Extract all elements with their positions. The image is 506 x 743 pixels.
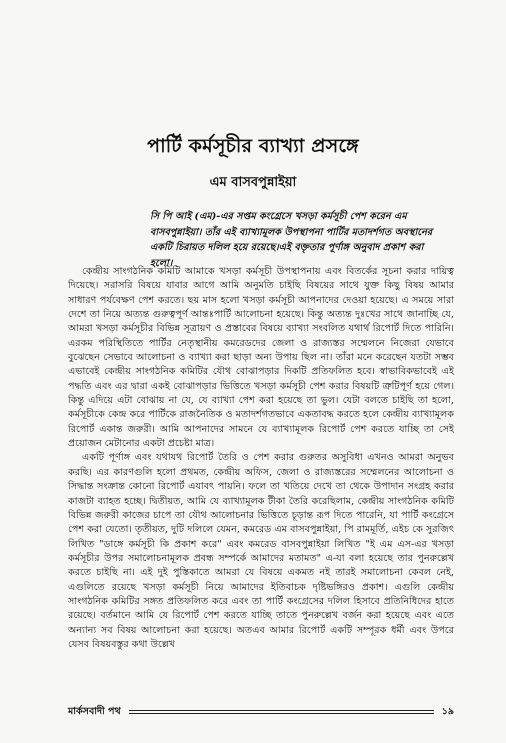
- journal-name: মার্কসবাদী পথ: [68, 705, 121, 717]
- body-paragraph: কেন্দ্রীয় সাংগঠনিক কমিটি আমাকে খসড়া কর্মসূচী উপস্থাপনায় এবং বিতর্কের সূচনা করার দায়িত্ব দিয়েছে। সরাসরি বিষয়ে যাবার আগে আমি অনুমতি চাইছি বিষয়ের সাথে যুক্ত কিছু বিষয় আমার সাধারণ পর্যবেক্ষণ পেশ করতে। ছয় মাস হলো খসড়া কর্মসূচী আপনাদের দেওয়া হয়েছে। এ সময়ে সারা দেশে তা নিয়ে অত্যন্ত গুরুত্বপূর্ণ আন্তঃপার্টি আলোচনা হয়েছে। কিন্তু অত্যন্ত দুঃখের সাথে জানাচ্ছি যে, আমরা খসড়া কর্মসূচীর বিভিন্ন সূত্রায়ণ ও প্রস্তাবের বিষয়ে ব্যাখ্যা সংবলিত যথার্থ রিপোর্ট দিতে পারিনি। এরকম পরিস্থিতিতে পার্টির নেতৃস্থানীয় কমরেডদের জেলা ও রাজ্যস্তর সম্মেলনে নিজেরা যেভাবে বুঝেছেন সেভাবে আলোচনা ও ব্যাখ্যা করা ছাড়া অন্য উপায় ছিল না। তাঁরা মনে করেছেন যতটা সম্ভব এভাবেই কেন্দ্রীয় সাংগঠনিক কমিটির যৌথ বোঝাপড়ার দিকটি প্রতিফলিত হবে। স্বাভাবিকভাবেই এই পদ্ধতি এবং এর দ্বারা একই বোঝাপড়ার ভিত্তিতে খসড়া কর্মসূচী পেশ করার বিষয়টি ত্রুটিপূর্ণ হয়ে গেল। কিন্তু এদিয়ে এটা বোঝায় না যে, যে ব্যাখ্যা পেশ করা হয়েছে তা ভুল। যেটা বলতে চাইছি তা হলো, কর্মসূচীকে কেন্দ্র করে পার্টিকে রাজনৈতিক ও মতাদর্শগতভাবে একতাবদ্ধ করতে হলে কেন্দ্রীয় ব্যাখ্যামূলক রিপোর্ট একান্ত জরুরী। আমি আপনাদের সামনে যে ব্যাখ্যামূলক রিপোর্ট পেশ করতে যাচ্ছি তা সেই প্রয়োজন মেটানোর একটা প্রচেষ্টা মাত্র।: [68, 266, 454, 450]
- article-title: পার্টি কর্মসূচীর ব্যাখ্যা প্রসঙ্গে: [147, 135, 359, 157]
- page-footer: [68, 703, 454, 721]
- article-author: এম বাসবপুন্নাইয়া: [209, 175, 297, 190]
- article-intro: সি পি আই (এম)-এর সপ্তম কংগ্রেসে খসড়া কর্মসূচী পেশ করেন এম বাসবপুন্নাইয়া। তাঁর এই ব্যাখ্যামূলক উপস্থাপনা পার্টির মতাদর্শগত অবস্থানের একটি চিরায়ত দলিল হয়ে রয়েছে।এই বক্তৃতার পূর্ণাঙ্গ অনুবাদ প্রকাশ করা হলো।: [150, 211, 433, 269]
- article-body: [68, 265, 454, 652]
- footer-rule: [129, 710, 434, 714]
- page-number: ১৯: [441, 705, 454, 717]
- body-paragraph: একটি পূর্ণাঙ্গ এবং যথাযথ রিপোর্ট তৈরি ও পেশ করার গুরুতর অসুবিধা এখনও আমরা অনুভব করছি। এর কারণগুলি হলো প্রথমত, কেন্দ্রীয় অফিস, জেলা ও রাজ্যস্তরের সম্মেলনের আলোচনা ও সিদ্ধান্ত সংক্রান্ত কোনো রিপোর্ট এযাবৎ পায়নি। ফলে তা খতিয়ে দেখে তা থেকে উপাদান সংগ্রহ করার কাজটা ব্যাহত হচ্ছে। দ্বিতীয়ত, আমি যে ব্যাখ্যামূলক টীকা তৈরি করেছিলাম, কেন্দ্রীয় সাংগঠনিক কমিটি বিভিন্ন জরুরী কাজের চাপে তা যৌথ আলোচনার ভিত্তিতে চূড়ান্ত রূপ দিতে পারেনি, যা পার্টি কংগ্রেসে পেশ করা যেতো। তৃতীয়ত, দুটি দলিলে যেমন, কমরেড এম বাসবপুন্নাইয়া, পি রামমূর্তি, এইচ কে সুরজিৎ লিখিত "ডাঙ্গে কর্মসূচী কি প্রকাশ করে" এবং কমরেড বাসবপুন্নাইয়া লিখিত "ই এম এস-এর খসড়া কর্মসূচীর উপর সমালোচনামূলক প্রবন্ধ সম্পর্কে আমাদের মতামত" এ-যা বলা হয়েছে তার পুনরুল্লেখ করতে চাইছি না। এই দুই পুস্তিকাতে আমরা যে বিষয়ে একমত নই তারই সমালোচনা কেবল নেই, এগুলিতে রয়েছে খসড়া কর্মসূচী নিয়ে আমাদের ইতিবাচক দৃষ্টিভঙ্গিরও প্রকাশ। এগুলি কেন্দ্রীয় সাংগঠনিক কমিটির সঙ্গত প্রতিফলিত করে এবং তা পার্টি কংগ্রেসের দলিল হিসাবে প্রতিনিধিদের হাতে রয়েছে। বর্তমানে আমি যে রিপোর্ট পেশ করতে যাচ্ছি তাতে পুনরুল্লেখ বর্জন করা হয়েছে এবং এতে অন্যান্য সব বিষয় আলোচনা করা হয়েছে। অতএব আমার রিপোর্ট একটি সম্পূরক ধর্মী এবং উপরে যেসব বিষয়বস্তুর কথা উল্লেখ: [68, 452, 454, 650]
